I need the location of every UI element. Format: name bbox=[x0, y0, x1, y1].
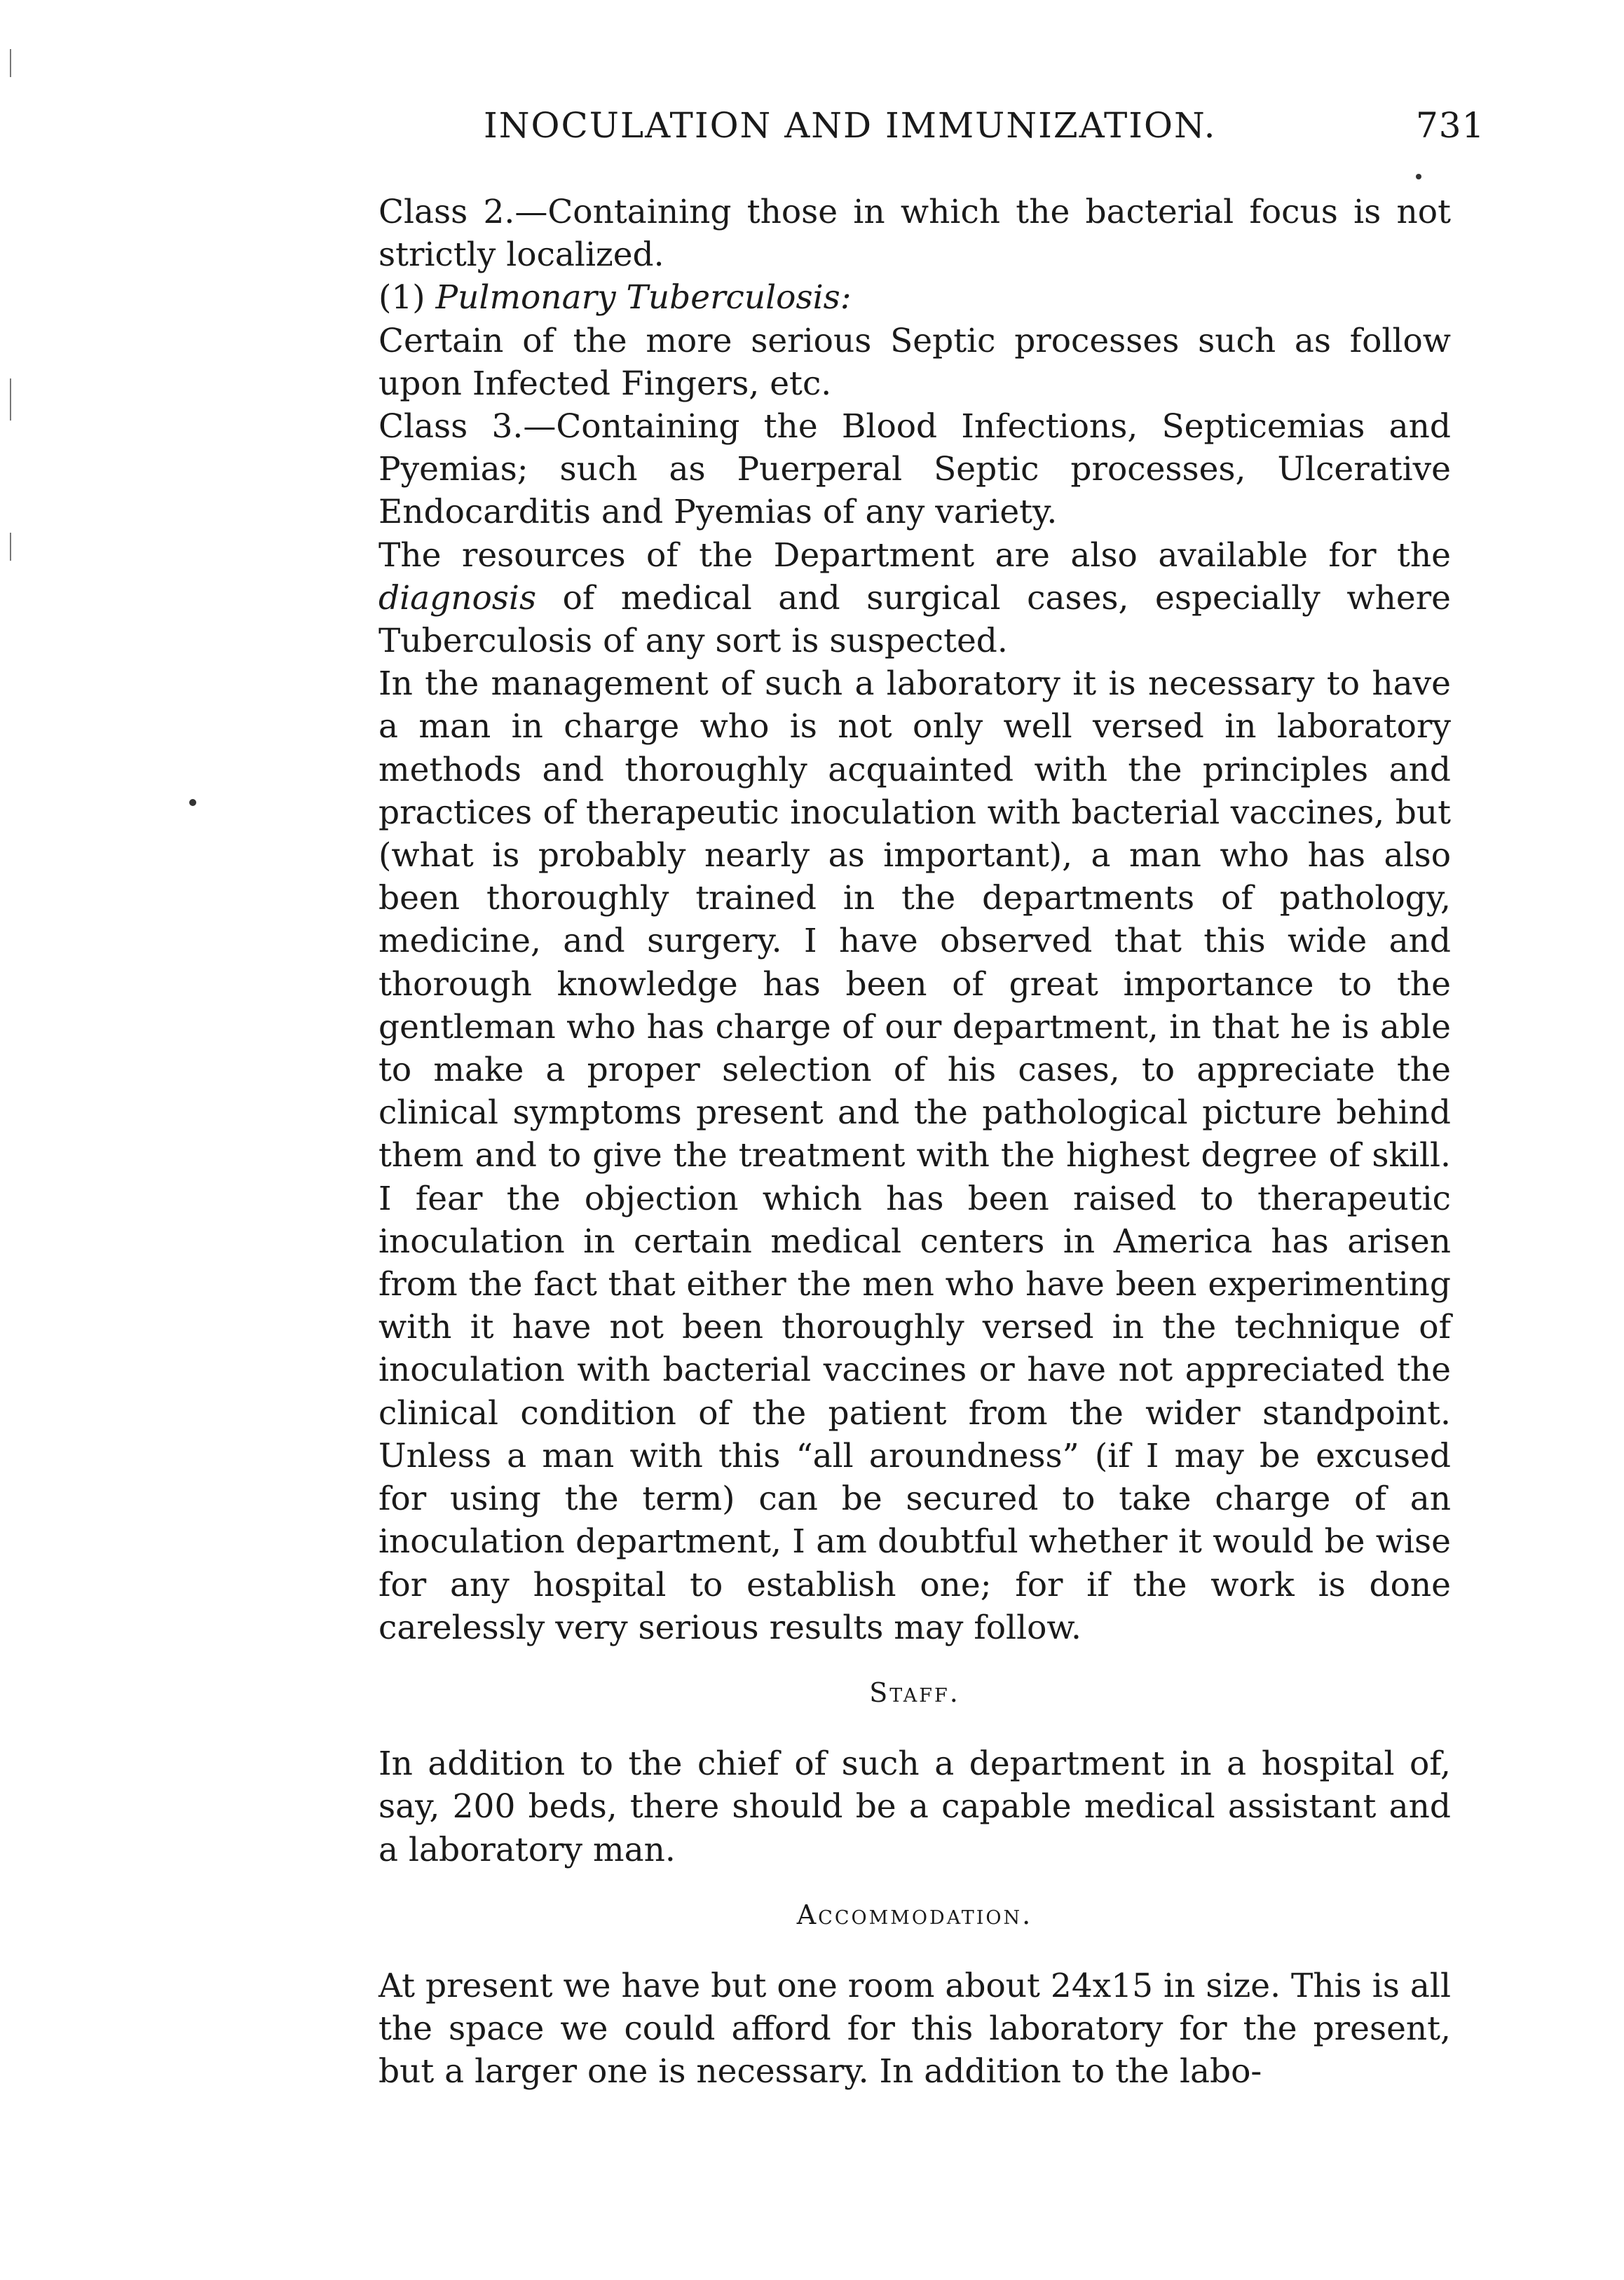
paragraph-text: At present we have but one room about 24x15 in size. This is all the space we could afford for this laboratory for the present, but a larger one is necessary. In addition to the labo- bbox=[378, 1966, 1451, 2091]
paragraph-text: The resources of the Department are also available for the bbox=[378, 535, 1451, 575]
margin-mark bbox=[10, 49, 11, 77]
paragraph bbox=[378, 534, 1451, 663]
paragraph bbox=[378, 320, 1451, 405]
ink-speck bbox=[189, 799, 196, 806]
margin-mark bbox=[10, 378, 11, 421]
paragraph bbox=[378, 276, 1451, 319]
paragraph-text: Certain of the more serious Septic processes such as follow upon Infected Fingers, etc. bbox=[378, 321, 1451, 403]
paragraph-text: Class 2.—Containing those in which the bacterial focus is not strictly localized. bbox=[378, 193, 1451, 275]
page-number: 731 bbox=[1416, 105, 1485, 146]
paragraph-text: In addition to the chief of such a department in a hospital of, say, 200 beds, there should be a capable medical assistant and a laboratory man. bbox=[378, 1745, 1451, 1869]
paragraph bbox=[378, 405, 1451, 534]
paragraph bbox=[378, 191, 1451, 276]
section-heading-staff: Staff. bbox=[869, 1677, 960, 1708]
list-number: (1) bbox=[378, 278, 436, 318]
margin-mark bbox=[10, 533, 11, 561]
emphasis: diagnosis bbox=[378, 578, 537, 617]
paragraph-text: of medical and surgical cases, especially where Tuberculosis of any sort is suspected. bbox=[378, 578, 1451, 661]
disease-name: Pulmonary Tuberculosis: bbox=[435, 278, 852, 318]
running-header: INOCULATION AND IMMUNIZATION. bbox=[484, 105, 1217, 146]
section-heading-accommodation: Accommodation. bbox=[796, 1899, 1033, 1930]
paragraph bbox=[378, 1965, 1451, 2094]
paragraph bbox=[378, 1742, 1451, 1871]
paragraph-text: Class 3.—Containing the Blood Infections, Septicemias and Pyemias; such as Puerperal Septic processes, Ulcerative Endocarditis and Pyemias of any variety. bbox=[378, 407, 1451, 532]
body-text bbox=[378, 191, 1451, 2094]
paragraph-text: In the management of such a laboratory it is necessary to have a man in charge who is not only well versed in laboratory methods and thoroughly acquainted with the principles and practices of therapeutic inoculation with bacterial vaccines, but (what is probably nearly as important), a man who has also been thoroughly trained in the departments of pathology, medicine, and surgery. I have observed that this wide and thorough knowledge has been of great importance to the gentleman who has charge of our department, in that he is able to make a proper selection of his cases, to appreciate the clinical symptoms present and the pathological picture behind them and to give the treatment with the highest degree of skill. I fear the objection which has been raised to therapeutic inoculation in certain medical centers in America has arisen from the fact that either the men who have been experimenting with it have not been thoroughly versed in the technique of inoculation with bacterial vaccines or have not appreciated the clinical condition of the patient from the wider standpoint. Unless a man with this “all aroundness” (if I may be excused for using the term) can be secured to take charge of an inoculation department, I am doubtful whether it would be wise for any hospital to establish one; for if the work is done carelessly very serious results may follow. bbox=[378, 664, 1451, 1647]
ink-speck bbox=[1416, 174, 1421, 179]
paragraph bbox=[378, 662, 1451, 1649]
